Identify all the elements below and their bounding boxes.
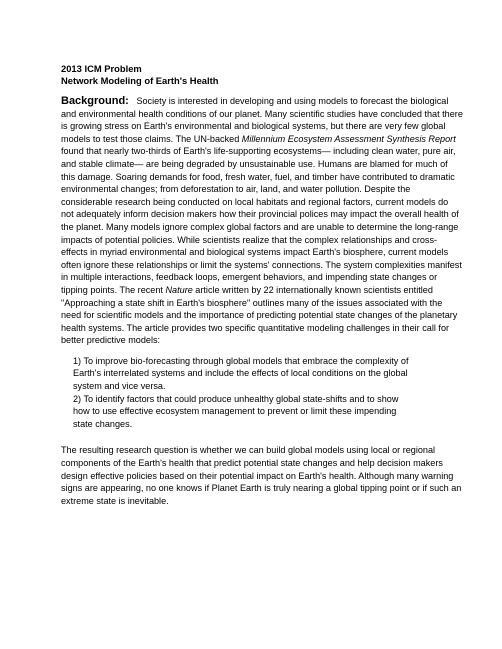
closing-paragraph: The resulting research question is whether we can build global models using local or regional components of the Earth's health that predict potential state changes and help decision makers design effective policies based on their potential impact on Earth's health. Although many warning signs are appearing, no one knows if Planet Earth is truly nearing a global tipping point or if such an extreme state is inevitable. [61,445,462,506]
nature-italic: Nature [165,284,193,295]
intro-text-3: article written by 22 internationally known scientists entitled "Approaching a state shift in Earth's biosphere" outlines many of the issues associated with the need for scientific models and the importance of predicting potential state changes of the planetary health systems. The article provides two specific quantitative modeling challenges in their call for better predictive models: [61,284,458,346]
document-page [61,63,463,507]
challenges-list [73,355,409,431]
background-heading: Background: [61,95,129,107]
problem-subtitle: Network Modeling of Earth's Health [61,75,219,86]
background-paragraph [61,95,463,347]
problem-title: 2013 ICM Problem [61,63,142,74]
list-item: 2) To identify factors that could produce unhealthy global state-shifts and to show how to use effective ecosystem management to prevent or limit these impending state changes. [73,393,399,429]
intro-text-1: Society is interested in developing and using models to forecast the biological and environmental health conditions of our planet. Many scientific studies have concluded that there is growing stress on Earth's environmental and biological systems, but there are very few global models to test those claims. The UN-backed [61,96,463,144]
list-item: 1) To improve bio-forecasting through global models that embrace the complexity of Earth's interrelated systems and include the effects of local conditions on the global system and vice versa. [73,355,409,392]
report-title-italic: Millennium Ecosystem Assessment Synthesis Report [241,133,456,144]
intro-text-2: found that nearly two-thirds of Earth's life-supporting ecosystems— including clean water, pure air, and stable climate— are being degraded by unsustainable use. Humans are blamed for much of this damage. Soaring demands for food, fresh water, fuel, and timber have contributed to dramatic environmental changes; from deforestation to air, land, and water pollution. Despite the considerable research being conducted on local habitats and regional factors, current models do not adequately inform decision makers how their provincial polices may impact the overall health of the planet. Many models ignore complex global factors and are unable to determine the long-range impacts of potential policies. While scientists realize that the complex relationships and cross-effects in myriad environmental and biological systems impact Earth's biosphere, current models often ignore these relationships or limit the systems' connections. The system complexities manifest in multiple interactions, feedback loops, emergent behaviors, and impending state changes or tipping points. The recent [61,146,462,295]
